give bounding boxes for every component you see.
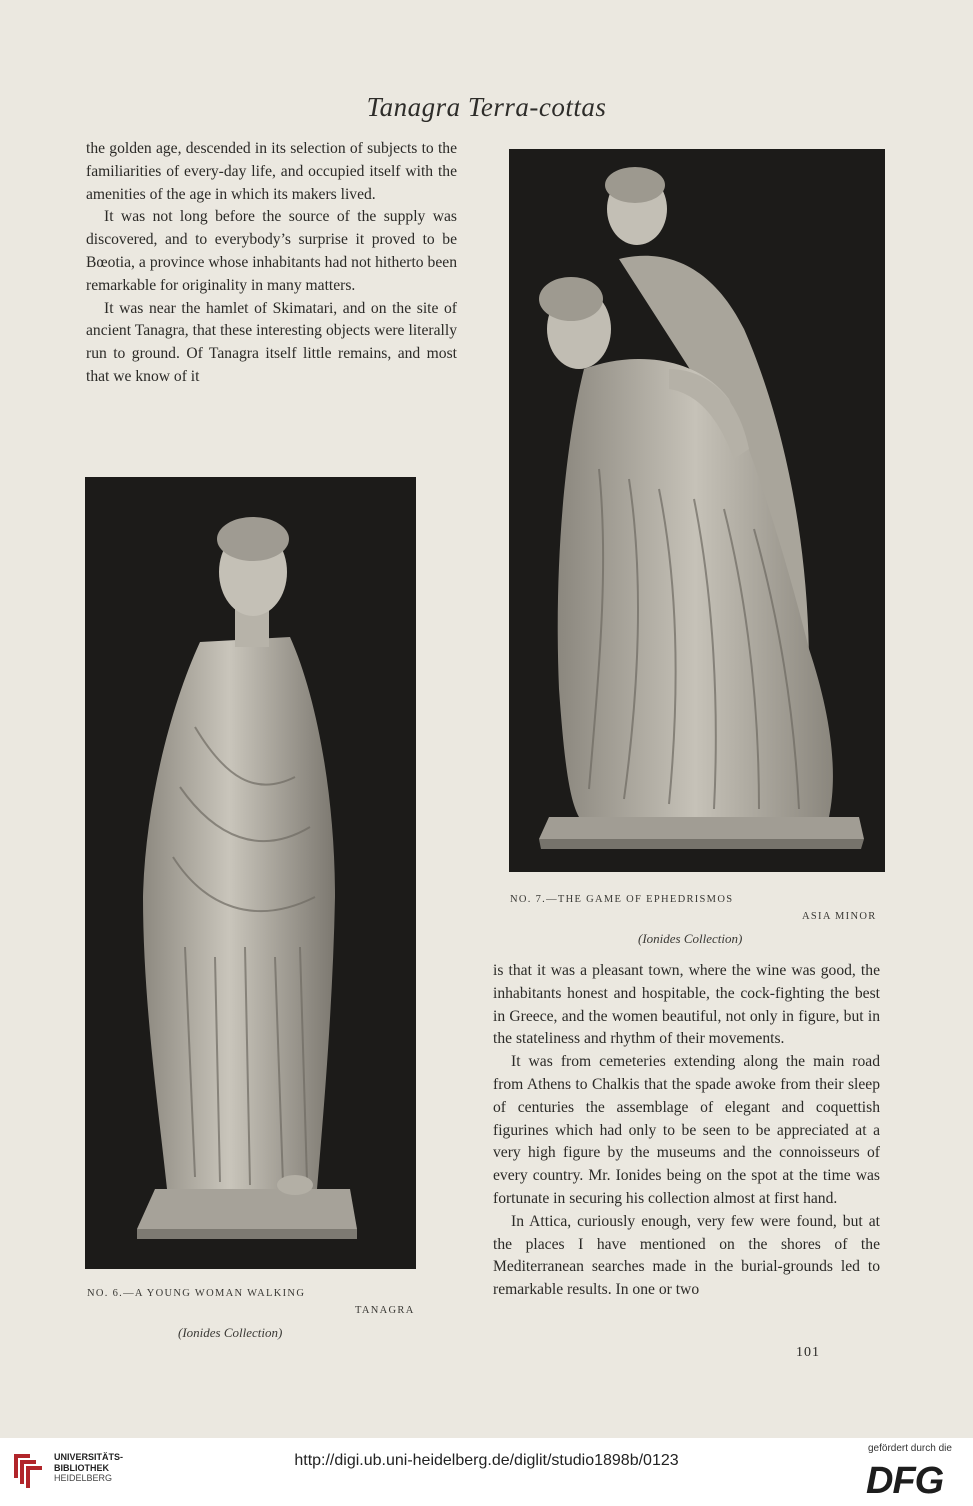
paragraph: It was from cemeteries extending along the main road from Athens to Chalkis that the spade awoke from their sleep of centuries the assemblage of elegant and coquettish figurines which had only to be seen to be appreciated at a very high figure by the museums and the connoisseurs of every country. Mr. Ionides being on the spot at the time was fortunate in securing his collection almost at first hand. [493,1053,880,1207]
paragraph: It was not long before the source of the supply was discovered, and to everybody’s surprise it proved to be Bœotia, a province whose inhabitants had not hitherto been remarkable for originality in many matters. [86,208,457,294]
left-text-column [86,138,457,389]
page-number: 101 [796,1345,820,1360]
library-name-line1: UNIVERSITÄTS- [54,1452,124,1462]
figure-6-photograph [85,477,416,1269]
figure-6-collection: (Ionides Collection) [178,1325,283,1340]
figure-7-photograph [509,149,885,872]
running-title: Tanagra Terra-cottas [366,92,607,122]
library-name-line2: BIBLIOTHEK [54,1462,109,1473]
figure-7-place: ASIA MINOR [802,911,877,922]
figure-6-place: TANAGRA [355,1305,415,1316]
paragraph: the golden age, descended in its selection of subjects to the familiarities of every-day life, and occupied itself with the amenities of the age in which its makers lived. [86,140,457,203]
permalink-url[interactable]: http://digi.ub.uni-heidelberg.de/diglit/studio1898b/0123 [294,1452,679,1469]
figure-7-collection: (Ionides Collection) [638,931,743,946]
digitization-footer [0,1438,973,1506]
funded-by-label: gefördert durch die [868,1443,952,1454]
library-name-line3: HEIDELBERG [54,1473,113,1483]
dfg-logo: DFG [866,1460,944,1502]
figure-7-caption: NO. 7.—THE GAME OF EPHEDRISMOS [510,894,734,905]
paragraph: In Attica, curiously enough, very few were found, but at the places I have mentioned on the shores of the Mediterranean searches made in the burial-grounds led to remarkable results. In one or two [493,1212,880,1299]
figure-6-caption: NO. 6.—A YOUNG WOMAN WALKING [87,1288,306,1299]
paragraph: It was near the hamlet of Skimatari, and on the site of ancient Tanagra, that these interesting objects were literally run to ground. Of Tanagra itself little remains, and most that we know of it [86,299,457,385]
paragraph: is that it was a pleasant town, where the wine was good, the inhabitants honest and hospitable, the cock-fighting the best in Greece, and the women beautiful, not only in figure, but in the stateliness and rhythm of their movements. [493,962,880,1048]
right-text-column [493,960,880,1302]
